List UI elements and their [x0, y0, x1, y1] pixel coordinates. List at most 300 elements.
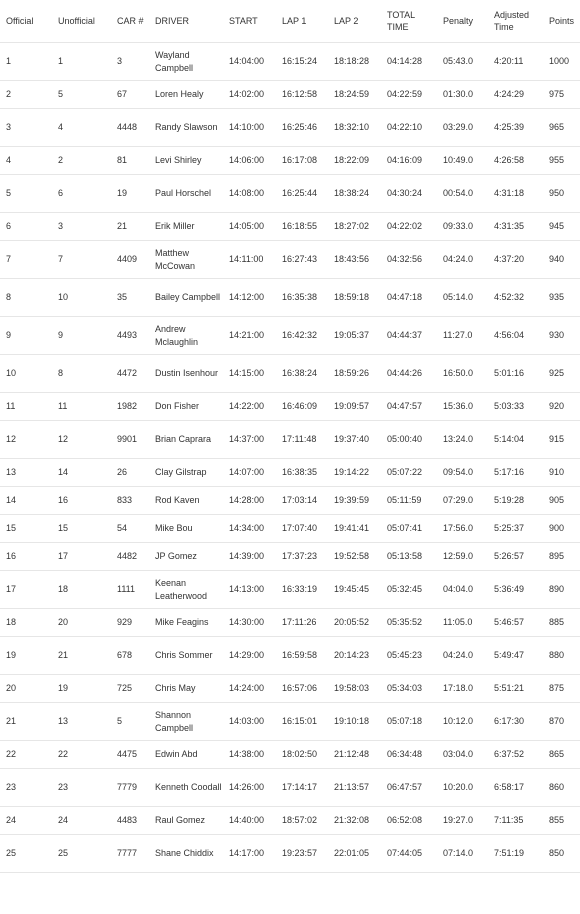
cell-car: 7779: [117, 782, 138, 792]
cell-points: 925: [549, 368, 565, 378]
cell-start: 14:08:00: [229, 188, 265, 198]
cell-total-time: 05:00:40: [387, 434, 423, 444]
cell-start: 14:03:00: [229, 716, 265, 726]
cell-car: 4472: [117, 368, 138, 378]
cell-driver: Edwin Abd: [155, 749, 198, 759]
cell-total-time: 04:44:37: [387, 330, 423, 340]
cell-start: 14:07:00: [229, 467, 265, 477]
cell-start: 14:12:00: [229, 292, 265, 302]
cell-points: 930: [549, 330, 565, 340]
cell-adjusted-time: 4:26:58: [494, 155, 525, 165]
cell-official: 4: [6, 155, 12, 165]
cell-total-time: 06:52:08: [387, 815, 423, 825]
cell-total-time: 05:11:59: [387, 495, 422, 505]
cell-points: 950: [549, 188, 565, 198]
cell-lap1: 16:33:19: [282, 584, 318, 594]
table-row: [0, 241, 580, 279]
cell-total-time: 05:34:03: [387, 683, 423, 693]
cell-driver: Brian Caprara: [155, 434, 212, 444]
cell-lap2: 20:05:52: [334, 617, 370, 627]
cell-driver: Keenan Leatherwood: [155, 577, 208, 601]
cell-penalty: 15:36.0: [443, 401, 474, 411]
header-start: START: [229, 16, 258, 26]
cell-car: 678: [117, 650, 133, 660]
cell-adjusted-time: 4:31:35: [494, 221, 525, 231]
table-row: [0, 807, 580, 835]
cell-lap2: 18:38:24: [334, 188, 370, 198]
cell-car: 4482: [117, 551, 138, 561]
cell-adjusted-time: 4:25:39: [494, 122, 525, 132]
cell-adjusted-time: 5:26:57: [494, 551, 525, 561]
cell-unofficial: 20: [58, 617, 69, 627]
cell-unofficial: 7: [58, 254, 64, 264]
cell-lap2: 18:24:59: [334, 89, 370, 99]
cell-total-time: 04:32:56: [387, 254, 423, 264]
table-header: [0, 0, 580, 43]
cell-adjusted-time: 5:46:57: [494, 617, 525, 627]
cell-points: 905: [549, 495, 565, 505]
table-row: [0, 279, 580, 317]
cell-start: 14:17:00: [229, 848, 265, 858]
cell-driver: Mike Bou: [155, 523, 193, 533]
cell-penalty: 11:27.0: [443, 330, 473, 340]
cell-lap1: 17:07:40: [282, 523, 318, 533]
cell-lap1: 16:57:06: [282, 683, 318, 693]
cell-points: 945: [549, 221, 565, 231]
cell-start: 14:39:00: [229, 551, 265, 561]
cell-official: 6: [6, 221, 12, 231]
cell-unofficial: 19: [58, 683, 69, 693]
table-row: [0, 147, 580, 175]
table-row: [0, 81, 580, 109]
cell-penalty: 05:14.0: [443, 292, 474, 302]
cell-start: 14:24:00: [229, 683, 265, 693]
cell-car: 54: [117, 523, 128, 533]
cell-unofficial: 25: [58, 848, 69, 858]
cell-penalty: 09:54.0: [443, 467, 474, 477]
cell-lap1: 17:11:26: [282, 617, 317, 627]
cell-car: 67: [117, 89, 128, 99]
cell-start: 14:37:00: [229, 434, 265, 444]
cell-unofficial: 4: [58, 122, 64, 132]
cell-unofficial: 10: [58, 292, 69, 302]
cell-unofficial: 3: [58, 221, 64, 231]
cell-unofficial: 24: [58, 815, 69, 825]
cell-penalty: 00:54.0: [443, 188, 474, 198]
cell-unofficial: 2: [58, 155, 64, 165]
cell-start: 14:22:00: [229, 401, 265, 411]
table-row: [0, 741, 580, 769]
header-lap1: LAP 1: [282, 16, 307, 26]
cell-adjusted-time: 5:17:16: [494, 467, 525, 477]
cell-penalty: 04:24.0: [443, 254, 474, 264]
cell-lap2: 18:32:10: [334, 122, 370, 132]
cell-car: 4409: [117, 254, 138, 264]
cell-start: 14:38:00: [229, 749, 265, 759]
cell-start: 14:28:00: [229, 495, 265, 505]
cell-adjusted-time: 6:58:17: [494, 782, 525, 792]
table-row: [0, 355, 580, 393]
cell-adjusted-time: 5:19:28: [494, 495, 525, 505]
cell-unofficial: 5: [58, 89, 64, 99]
cell-lap2: 20:14:23: [334, 650, 370, 660]
header-unofficial: Unofficial: [58, 16, 95, 26]
cell-adjusted-time: 7:51:19: [494, 848, 525, 858]
cell-car: 1111: [117, 584, 136, 594]
cell-total-time: 05:07:18: [387, 716, 423, 726]
cell-driver: Dustin Isenhour: [155, 368, 219, 378]
cell-car: 19: [117, 188, 128, 198]
cell-unofficial: 17: [58, 551, 69, 561]
cell-lap1: 17:14:17: [282, 782, 318, 792]
cell-driver: Erik Miller: [155, 221, 195, 231]
cell-official: 16: [6, 551, 17, 561]
cell-car: 35: [117, 292, 128, 302]
cell-lap2: 19:45:45: [334, 584, 370, 594]
cell-adjusted-time: 6:17:30: [494, 716, 525, 726]
cell-penalty: 11:05.0: [443, 617, 473, 627]
cell-official: 15: [6, 523, 17, 533]
cell-official: 17: [6, 584, 17, 594]
cell-points: 895: [549, 551, 565, 561]
cell-lap1: 16:59:58: [282, 650, 318, 660]
cell-unofficial: 14: [58, 467, 69, 477]
header-total-time: TOTAL TIME: [387, 10, 415, 32]
cell-adjusted-time: 5:25:37: [494, 523, 525, 533]
header-driver: DRIVER: [155, 16, 190, 26]
cell-adjusted-time: 5:36:49: [494, 584, 525, 594]
cell-driver: Loren Healy: [155, 89, 204, 99]
cell-unofficial: 1: [58, 56, 64, 66]
cell-total-time: 05:32:45: [387, 584, 423, 594]
table-row: [0, 637, 580, 675]
cell-points: 1000: [549, 56, 570, 66]
cell-car: 5: [117, 716, 123, 726]
cell-driver: Raul Gomez: [155, 815, 206, 825]
cell-lap2: 18:59:18: [334, 292, 370, 302]
cell-total-time: 05:07:22: [387, 467, 423, 477]
cell-penalty: 07:14.0: [443, 848, 474, 858]
cell-lap2: 19:41:41: [334, 523, 370, 533]
cell-lap1: 16:17:08: [282, 155, 318, 165]
cell-lap2: 21:12:48: [334, 749, 370, 759]
cell-penalty: 09:33.0: [443, 221, 474, 231]
cell-official: 11: [6, 401, 16, 411]
cell-start: 14:34:00: [229, 523, 265, 533]
table-row: [0, 675, 580, 703]
cell-points: 935: [549, 292, 565, 302]
cell-unofficial: 15: [58, 523, 69, 533]
cell-lap2: 19:09:57: [334, 401, 370, 411]
cell-start: 14:10:00: [229, 122, 265, 132]
cell-lap1: 17:03:14: [282, 495, 318, 505]
cell-total-time: 05:45:23: [387, 650, 423, 660]
cell-total-time: 07:44:05: [387, 848, 423, 858]
header-row: [0, 0, 580, 43]
cell-lap2: 19:05:37: [334, 330, 370, 340]
cell-lap2: 21:13:57: [334, 782, 370, 792]
cell-driver: Bailey Campbell: [155, 292, 221, 302]
cell-start: 14:21:00: [229, 330, 265, 340]
cell-driver: Kenneth Coodall: [155, 782, 222, 792]
cell-start: 14:11:00: [229, 254, 264, 264]
cell-official: 5: [6, 188, 12, 198]
cell-driver: Andrew Mclaughlin: [155, 323, 199, 347]
cell-driver: JP Gomez: [155, 551, 197, 561]
cell-lap1: 16:18:55: [282, 221, 318, 231]
table-row: [0, 459, 580, 487]
cell-official: 24: [6, 815, 17, 825]
header-lap2: LAP 2: [334, 16, 359, 26]
cell-adjusted-time: 4:31:18: [494, 188, 525, 198]
cell-adjusted-time: 5:49:47: [494, 650, 525, 660]
cell-car: 4483: [117, 815, 138, 825]
cell-penalty: 01:30.0: [443, 89, 474, 99]
cell-start: 14:04:00: [229, 56, 265, 66]
cell-start: 14:05:00: [229, 221, 265, 231]
cell-driver: Randy Slawson: [155, 122, 218, 132]
cell-car: 26: [117, 467, 128, 477]
cell-points: 965: [549, 122, 565, 132]
cell-start: 14:13:00: [229, 584, 265, 594]
cell-lap1: 19:23:57: [282, 848, 318, 858]
cell-lap1: 17:37:23: [282, 551, 318, 561]
cell-points: 850: [549, 848, 565, 858]
cell-car: 929: [117, 617, 133, 627]
cell-points: 900: [549, 523, 565, 533]
cell-lap2: 18:22:09: [334, 155, 370, 165]
cell-adjusted-time: 6:37:52: [494, 749, 525, 759]
cell-driver: Chris May: [155, 683, 196, 693]
cell-unofficial: 8: [58, 368, 64, 378]
cell-start: 14:06:00: [229, 155, 265, 165]
cell-total-time: 06:34:48: [387, 749, 423, 759]
cell-official: 22: [6, 749, 17, 759]
cell-lap1: 16:38:24: [282, 368, 318, 378]
cell-car: 833: [117, 495, 133, 505]
cell-driver: Clay Gilstrap: [155, 467, 207, 477]
table-row: [0, 317, 580, 355]
cell-penalty: 10:49.0: [443, 155, 474, 165]
cell-total-time: 04:47:57: [387, 401, 423, 411]
cell-lap1: 16:27:43: [282, 254, 318, 264]
cell-driver: Mike Feagins: [155, 617, 209, 627]
cell-lap1: 16:46:09: [282, 401, 318, 411]
cell-penalty: 13:24.0: [443, 434, 474, 444]
table-row: [0, 175, 580, 213]
cell-car: 7777: [117, 848, 138, 858]
cell-points: 870: [549, 716, 565, 726]
cell-start: 14:02:00: [229, 89, 265, 99]
table-row: [0, 543, 580, 571]
cell-lap1: 18:02:50: [282, 749, 318, 759]
cell-lap2: 19:37:40: [334, 434, 370, 444]
cell-total-time: 05:07:41: [387, 523, 423, 533]
cell-official: 13: [6, 467, 17, 477]
cell-adjusted-time: 5:03:33: [494, 401, 525, 411]
header-car: CAR #: [117, 16, 144, 26]
cell-adjusted-time: 4:20:11: [494, 56, 524, 66]
cell-penalty: 19:27.0: [443, 815, 474, 825]
cell-lap2: 19:14:22: [334, 467, 370, 477]
cell-total-time: 04:22:02: [387, 221, 423, 231]
cell-lap1: 16:12:58: [282, 89, 318, 99]
cell-unofficial: 16: [58, 495, 69, 505]
cell-official: 19: [6, 650, 17, 660]
cell-lap1: 16:25:44: [282, 188, 318, 198]
table-row: [0, 487, 580, 515]
cell-points: 890: [549, 584, 565, 594]
table-row: [0, 109, 580, 147]
cell-penalty: 03:29.0: [443, 122, 474, 132]
cell-official: 21: [6, 716, 17, 726]
cell-start: 14:29:00: [229, 650, 265, 660]
cell-lap2: 18:27:02: [334, 221, 370, 231]
cell-start: 14:40:00: [229, 815, 265, 825]
cell-lap1: 16:25:46: [282, 122, 318, 132]
cell-driver: Rod Kaven: [155, 495, 200, 505]
table-row: [0, 393, 580, 421]
cell-penalty: 07:29.0: [443, 495, 474, 505]
cell-total-time: 06:47:57: [387, 782, 423, 792]
cell-driver: Shannon Campbell: [155, 709, 194, 733]
cell-lap1: 18:57:02: [282, 815, 318, 825]
table-row: [0, 213, 580, 241]
cell-penalty: 03:04.0: [443, 749, 474, 759]
cell-lap2: 21:32:08: [334, 815, 370, 825]
cell-unofficial: 23: [58, 782, 69, 792]
table-row: [0, 515, 580, 543]
cell-unofficial: 18: [58, 584, 69, 594]
cell-official: 9: [6, 330, 12, 340]
cell-penalty: 04:24.0: [443, 650, 474, 660]
cell-car: 4448: [117, 122, 138, 132]
cell-start: 14:26:00: [229, 782, 265, 792]
cell-penalty: 12:59.0: [443, 551, 474, 561]
cell-total-time: 04:22:10: [387, 122, 423, 132]
table-row: [0, 421, 580, 459]
cell-official: 12: [6, 434, 17, 444]
cell-car: 4475: [117, 749, 138, 759]
cell-points: 915: [549, 434, 565, 444]
cell-unofficial: 9: [58, 330, 64, 340]
cell-total-time: 04:14:28: [387, 56, 423, 66]
cell-points: 885: [549, 617, 565, 627]
cell-total-time: 04:44:26: [387, 368, 423, 378]
cell-official: 3: [6, 122, 12, 132]
cell-car: 4493: [117, 330, 138, 340]
cell-driver: Matthew McCowan: [155, 247, 196, 271]
cell-lap1: 16:38:35: [282, 467, 318, 477]
table-body: [0, 43, 580, 873]
cell-lap2: 19:52:58: [334, 551, 370, 561]
cell-adjusted-time: 5:14:04: [494, 434, 525, 444]
cell-lap1: 16:15:24: [282, 56, 318, 66]
cell-driver: Chris Sommer: [155, 650, 213, 660]
cell-start: 14:30:00: [229, 617, 265, 627]
cell-official: 7: [6, 254, 12, 264]
cell-car: 3: [117, 56, 123, 66]
cell-car: 1982: [117, 401, 138, 411]
cell-points: 910: [549, 467, 565, 477]
cell-official: 18: [6, 617, 17, 627]
header-points: Points: [549, 16, 575, 26]
cell-points: 955: [549, 155, 565, 165]
cell-adjusted-time: 5:51:21: [494, 683, 525, 693]
cell-total-time: 04:30:24: [387, 188, 423, 198]
cell-official: 10: [6, 368, 17, 378]
cell-penalty: 10:20.0: [443, 782, 474, 792]
cell-official: 14: [6, 495, 17, 505]
cell-lap2: 18:18:28: [334, 56, 370, 66]
cell-lap2: 18:59:26: [334, 368, 370, 378]
cell-lap2: 19:10:18: [334, 716, 370, 726]
cell-lap1: 16:42:32: [282, 330, 318, 340]
cell-points: 940: [549, 254, 565, 264]
cell-unofficial: 22: [58, 749, 69, 759]
cell-penalty: 04:04.0: [443, 584, 474, 594]
cell-adjusted-time: 4:52:32: [494, 292, 525, 302]
cell-driver: Don Fisher: [155, 401, 200, 411]
cell-lap1: 17:11:48: [282, 434, 317, 444]
cell-unofficial: 6: [58, 188, 64, 198]
cell-car: 81: [117, 155, 128, 165]
cell-adjusted-time: 7:11:35: [494, 815, 524, 825]
cell-lap1: 16:15:01: [282, 716, 318, 726]
cell-total-time: 04:22:59: [387, 89, 423, 99]
cell-total-time: 05:35:52: [387, 617, 423, 627]
cell-driver: Paul Horschel: [155, 188, 212, 198]
cell-start: 14:15:00: [229, 368, 265, 378]
table-row: [0, 769, 580, 807]
cell-lap2: 19:39:59: [334, 495, 370, 505]
cell-penalty: 17:18.0: [443, 683, 474, 693]
cell-points: 860: [549, 782, 565, 792]
header-official: Official: [6, 16, 34, 26]
cell-adjusted-time: 4:56:04: [494, 330, 525, 340]
cell-total-time: 05:13:58: [387, 551, 423, 561]
header-penalty: Penalty: [443, 16, 474, 26]
cell-unofficial: 12: [58, 434, 69, 444]
cell-lap2: 18:43:56: [334, 254, 370, 264]
cell-points: 920: [549, 401, 565, 411]
cell-car: 9901: [117, 434, 138, 444]
table-row: [0, 43, 580, 81]
cell-official: 23: [6, 782, 17, 792]
table-row: [0, 609, 580, 637]
cell-driver: Levi Shirley: [155, 155, 202, 165]
cell-adjusted-time: 5:01:16: [494, 368, 525, 378]
cell-unofficial: 21: [58, 650, 69, 660]
cell-car: 21: [117, 221, 128, 231]
cell-official: 1: [6, 56, 12, 66]
cell-penalty: 17:56.0: [443, 523, 474, 533]
cell-adjusted-time: 4:24:29: [494, 89, 525, 99]
cell-car: 725: [117, 683, 133, 693]
cell-official: 20: [6, 683, 17, 693]
cell-official: 25: [6, 848, 17, 858]
table-row: [0, 571, 580, 609]
cell-lap1: 16:35:38: [282, 292, 318, 302]
cell-driver: Wayland Campbell: [155, 49, 194, 73]
cell-official: 2: [6, 89, 12, 99]
cell-lap2: 22:01:05: [334, 848, 370, 858]
cell-penalty: 16:50.0: [443, 368, 474, 378]
table-row: [0, 835, 580, 873]
cell-total-time: 04:16:09: [387, 155, 423, 165]
cell-adjusted-time: 4:37:20: [494, 254, 525, 264]
cell-total-time: 04:47:18: [387, 292, 423, 302]
